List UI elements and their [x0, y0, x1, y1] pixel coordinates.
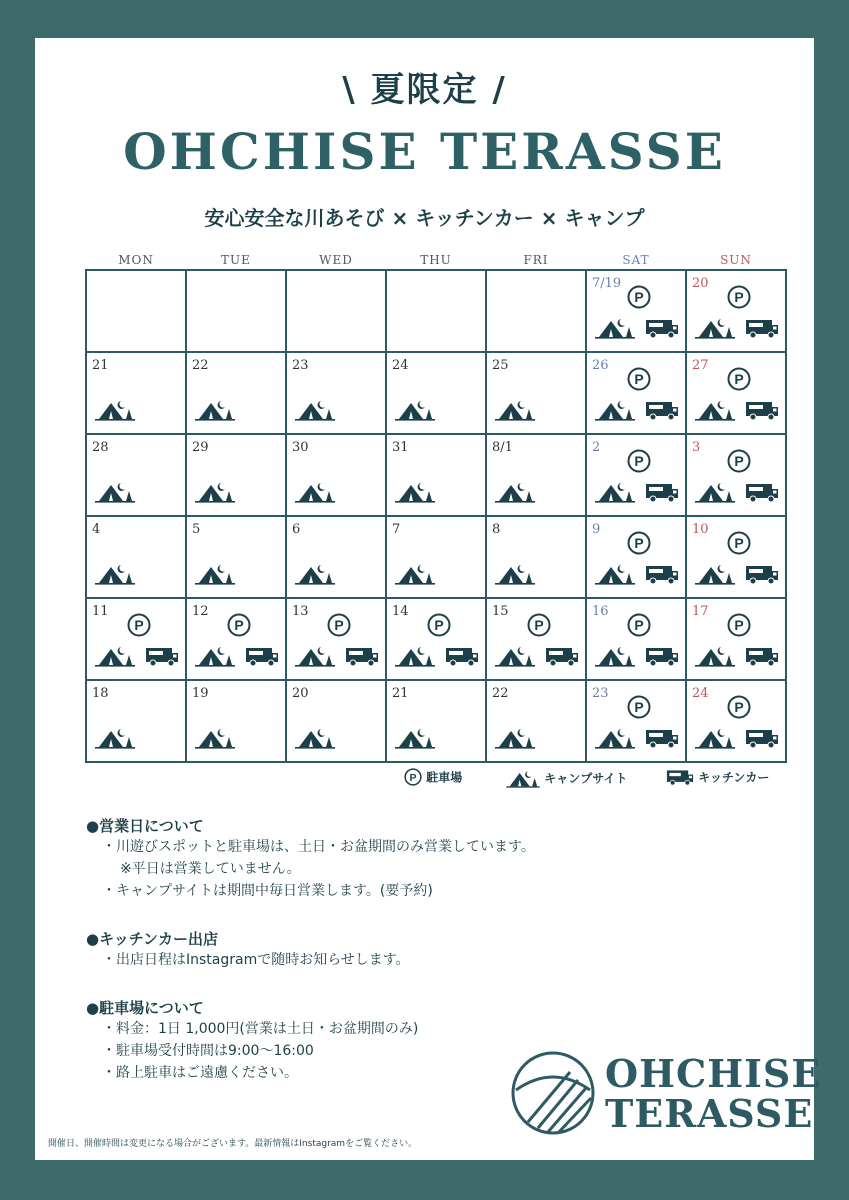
calendar-date: 20	[692, 276, 709, 291]
calendar-cell	[387, 353, 487, 435]
calendar-cell	[187, 681, 287, 763]
weekday-wed: WED	[319, 253, 353, 267]
calendar-cell	[587, 353, 687, 435]
calendar-cell	[687, 599, 787, 681]
section-heading: ●キッチンカー出店	[86, 930, 219, 948]
calendar-cell	[187, 517, 287, 599]
calendar-cell	[287, 435, 387, 517]
calendar-cell	[87, 681, 187, 763]
info-line: ・料金：1日 1,000円(営業は土日・お盆期間のみ)	[102, 1021, 419, 1037]
tent-icon	[95, 561, 135, 585]
svg-text:P: P	[634, 289, 644, 305]
tent-icon	[295, 397, 335, 421]
calendar-date: 7	[392, 522, 401, 537]
calendar-cell	[187, 599, 287, 681]
food-truck-icon	[745, 481, 779, 503]
parking-icon	[527, 613, 551, 637]
calendar-cell	[487, 271, 587, 353]
footer-note: 開催日、開催時間は変更になる場合がございます。最新情報はInstagramをご覧ください。	[48, 1139, 418, 1149]
calendar-cell	[587, 681, 687, 763]
tent-icon	[495, 725, 535, 749]
calendar-cell	[487, 599, 587, 681]
calendar-cell	[587, 271, 687, 353]
calendar-date: 22	[192, 358, 209, 373]
calendar-cell	[587, 435, 687, 517]
calendar-date: 11	[92, 604, 109, 619]
tent-icon	[495, 397, 535, 421]
info-line: ※平日は営業していません。	[120, 861, 301, 877]
calendar-cell	[287, 599, 387, 681]
calendar-cell	[187, 435, 287, 517]
legend-campsite-label: キャンプサイト	[544, 771, 628, 786]
calendar-date: 16	[592, 604, 609, 619]
calendar-cell	[287, 517, 387, 599]
weekday-mon: MON	[118, 253, 154, 267]
food-truck-icon	[145, 645, 179, 667]
parking-icon	[627, 449, 651, 473]
calendar-grid	[85, 269, 787, 763]
calendar-cell	[687, 517, 787, 599]
weekday-tue: TUE	[221, 253, 251, 267]
calendar-date: 21	[92, 358, 109, 373]
tent-icon	[495, 479, 535, 503]
tent-icon	[195, 479, 235, 503]
calendar-date: 12	[192, 604, 209, 619]
tent-icon	[195, 561, 235, 585]
food-truck-icon	[645, 563, 679, 585]
tent-icon	[595, 643, 635, 667]
tent-icon	[395, 561, 435, 585]
calendar-cell	[87, 271, 187, 353]
calendar-cell	[387, 271, 487, 353]
tent-icon	[695, 643, 735, 667]
tent-icon	[395, 725, 435, 749]
tent-icon	[495, 643, 535, 667]
tent-icon	[595, 315, 635, 339]
parking-icon	[727, 367, 751, 391]
parking-icon	[627, 613, 651, 637]
tent-icon	[195, 643, 235, 667]
parking-icon	[727, 531, 751, 555]
svg-text:P: P	[634, 699, 644, 715]
tent-icon	[195, 397, 235, 421]
weekday-fri: FRI	[523, 253, 549, 267]
subtitle: 安心安全な川あそび × キッチンカー × キャンプ	[204, 206, 645, 230]
calendar-cell	[287, 271, 387, 353]
tent-icon	[695, 725, 735, 749]
svg-text:P: P	[634, 453, 644, 469]
calendar-date: 22	[492, 686, 509, 701]
tent-icon	[695, 315, 735, 339]
logo-text	[605, 1051, 822, 1136]
weekday-thu: THU	[420, 253, 452, 267]
calendar-date: 10	[692, 522, 709, 537]
tent-icon	[295, 479, 335, 503]
tent-icon	[595, 561, 635, 585]
food-truck-icon	[545, 645, 579, 667]
calendar-date: 23	[592, 686, 609, 701]
food-truck-icon	[745, 317, 779, 339]
parking-icon	[404, 768, 422, 786]
calendar-cell	[387, 517, 487, 599]
calendar-cell	[87, 517, 187, 599]
svg-text:P: P	[434, 617, 444, 633]
svg-text:P: P	[734, 617, 744, 633]
calendar-date: 23	[292, 358, 309, 373]
section-heading: ●営業日について	[86, 817, 204, 835]
calendar-cell	[87, 599, 187, 681]
tent-icon	[295, 643, 335, 667]
parking-icon	[327, 613, 351, 637]
legend-parking-label: 駐車場	[426, 770, 463, 785]
calendar-cell	[287, 681, 387, 763]
tent-icon	[295, 561, 335, 585]
svg-text:P: P	[234, 617, 244, 633]
calendar-date: 17	[692, 604, 709, 619]
tent-icon	[95, 725, 135, 749]
tent-icon	[95, 643, 135, 667]
calendar-cell	[187, 271, 287, 353]
svg-text:P: P	[534, 617, 544, 633]
calendar-cell	[387, 599, 487, 681]
calendar-date: 18	[92, 686, 109, 701]
food-truck-icon	[745, 399, 779, 421]
tent-icon	[506, 768, 540, 788]
calendar-cell	[687, 353, 787, 435]
food-truck-icon	[645, 481, 679, 503]
food-truck-icon	[645, 317, 679, 339]
calendar-cell	[687, 435, 787, 517]
calendar-date: 29	[192, 440, 209, 455]
svg-text:P: P	[734, 371, 744, 387]
legend-kitchencar	[666, 768, 769, 786]
logo-line1: OHCHISE	[605, 1051, 822, 1096]
page-title: OHCHISE TERASSE	[123, 122, 726, 181]
calendar-cell	[587, 599, 687, 681]
calendar-date: 6	[292, 522, 301, 537]
calendar-date: 4	[92, 522, 101, 537]
tent-icon	[695, 479, 735, 503]
parking-icon	[127, 613, 151, 637]
parking-icon	[627, 695, 651, 719]
calendar-cell	[487, 681, 587, 763]
calendar-cell	[687, 271, 787, 353]
calendar-date: 31	[392, 440, 409, 455]
svg-text:P: P	[734, 699, 744, 715]
tent-icon	[695, 397, 735, 421]
tent-icon	[595, 479, 635, 503]
tent-icon	[595, 725, 635, 749]
legend-campsite	[506, 768, 627, 788]
calendar-cell	[187, 353, 287, 435]
food-truck-icon	[345, 645, 379, 667]
parking-icon	[727, 695, 751, 719]
calendar-date: 14	[392, 604, 409, 619]
food-truck-icon	[245, 645, 279, 667]
food-truck-icon	[745, 645, 779, 667]
calendar-cell	[387, 435, 487, 517]
calendar-date: 2	[592, 440, 601, 455]
calendar-date: 27	[692, 358, 709, 373]
svg-text:P: P	[634, 371, 644, 387]
weekday-sun: SUN	[720, 253, 752, 267]
calendar-date: 20	[292, 686, 309, 701]
food-truck-icon	[745, 563, 779, 585]
calendar-date: 26	[592, 358, 609, 373]
parking-icon	[627, 285, 651, 309]
info-line: ・駐車場受付時間は9:00〜16:00	[102, 1043, 314, 1059]
food-truck-icon	[645, 399, 679, 421]
info-line: ・川遊びスポットと駐車場は、土日・お盆期間のみ営業しています。	[102, 839, 535, 855]
calendar-date: 9	[592, 522, 601, 537]
food-truck-icon	[645, 727, 679, 749]
parking-icon	[727, 449, 751, 473]
calendar-date: 8	[492, 522, 501, 537]
legend-parking	[404, 768, 462, 786]
calendar-cell	[287, 353, 387, 435]
calendar-date: 24	[692, 686, 709, 701]
pretitle: \ 夏限定 /	[342, 70, 507, 110]
tent-icon	[95, 479, 135, 503]
parking-icon	[627, 531, 651, 555]
legend-kitchencar-label: キッチンカー	[698, 770, 770, 785]
calendar-cell	[487, 435, 587, 517]
info-line: ・キャンプサイトは期間中毎日営業します。(要予約)	[102, 883, 433, 899]
tent-icon	[695, 561, 735, 585]
tent-icon	[195, 725, 235, 749]
svg-text:P: P	[634, 617, 644, 633]
calendar-date: 19	[192, 686, 209, 701]
svg-text:P: P	[334, 617, 344, 633]
info-section	[86, 815, 646, 1084]
calendar-date: 25	[492, 358, 509, 373]
parking-icon	[627, 367, 651, 391]
svg-text:P: P	[134, 617, 144, 633]
parking-icon	[427, 613, 451, 637]
info-line: ・路上駐車はご遠慮ください。	[102, 1065, 298, 1081]
tent-icon	[395, 397, 435, 421]
parking-icon	[727, 285, 751, 309]
food-truck-icon	[445, 645, 479, 667]
food-truck-icon	[645, 645, 679, 667]
calendar-date: 24	[392, 358, 409, 373]
svg-text:P: P	[734, 289, 744, 305]
tent-icon	[595, 397, 635, 421]
calendar-cell	[87, 353, 187, 435]
tent-icon	[395, 479, 435, 503]
svg-text:P: P	[409, 771, 417, 784]
tent-icon	[295, 725, 335, 749]
weekday-sat: SAT	[622, 253, 650, 267]
calendar-date: 28	[92, 440, 109, 455]
calendar-date: 5	[192, 522, 201, 537]
svg-text:P: P	[634, 535, 644, 551]
calendar-cell	[687, 681, 787, 763]
tent-icon	[495, 561, 535, 585]
parking-icon	[727, 613, 751, 637]
info-line: ・出店日程はInstagramで随時お知らせします。	[102, 952, 410, 968]
calendar-cell	[487, 517, 587, 599]
calendar-cell	[487, 353, 587, 435]
food-truck-icon	[666, 768, 694, 786]
calendar-date: 3	[692, 440, 701, 455]
logo-line2: TERASSE	[605, 1091, 814, 1136]
tent-icon	[395, 643, 435, 667]
calendar-date: 21	[392, 686, 409, 701]
calendar-date: 30	[292, 440, 309, 455]
calendar-date: 15	[492, 604, 509, 619]
svg-text:P: P	[734, 453, 744, 469]
calendar-date: 13	[292, 604, 309, 619]
calendar-cell	[387, 681, 487, 763]
tent-icon	[95, 397, 135, 421]
calendar-cell	[87, 435, 187, 517]
section-heading: ●駐車場について	[86, 999, 204, 1017]
calendar-date: 7/19	[592, 276, 622, 291]
calendar-date: 8/1	[492, 440, 513, 455]
parking-icon	[227, 613, 251, 637]
food-truck-icon	[745, 727, 779, 749]
svg-text:P: P	[734, 535, 744, 551]
calendar-cell	[587, 517, 687, 599]
